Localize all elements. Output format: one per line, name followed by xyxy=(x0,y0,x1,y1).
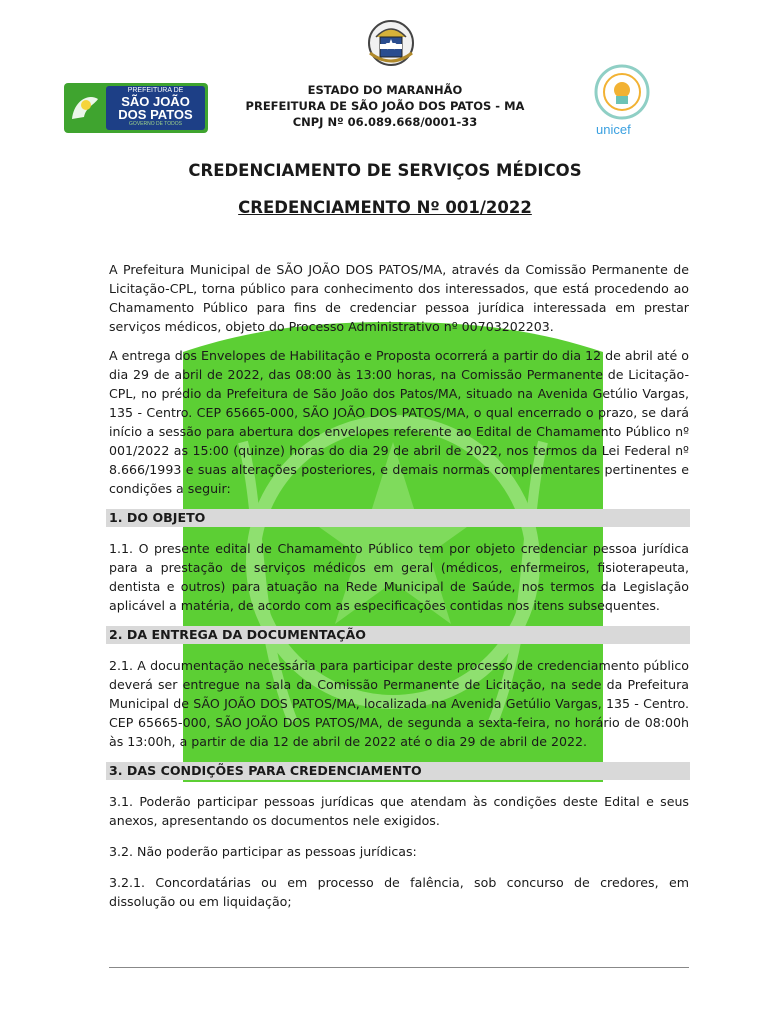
logo-top-text: PREFEITURA DE xyxy=(127,87,184,94)
document-title: CREDENCIAMENTO DE SERVIÇOS MÉDICOS xyxy=(188,161,582,180)
unicef-seal-logo xyxy=(586,64,658,140)
logo-name-line1: SÃO JOÃO xyxy=(121,94,190,109)
unicef-wordmark: unicef xyxy=(596,122,631,137)
section-3-para-1: 3.1. Poderão participar pessoas jurídicas que atendam às condições deste Edital e seus anexos, apresentando os documentos nele exigidos. xyxy=(109,794,689,828)
section-2-para-1: 2.1. A documentação necessária para participar deste processo de credenciamento público deverá ser entregue na sala da Comissão Permanente de Licitação, na sede da Prefeitura Municipal de SÃO JOÃO DOS PATOS/MA, localizada na Avenida Getúlio Vargas, 135 - Centro. CEP 65665-000, SÃO JOÃO DOS PATOS/MA, de segunda a sexta-feira, no horário de 08:00h às 13:00h, a partir de dia 12 de abril de 2022 até o dia 29 de abril de 2022. xyxy=(109,658,689,749)
header-state: ESTADO DO MARANHÃO xyxy=(307,83,463,97)
section-3-para-3: 3.2.1. Concordatárias ou em processo de falência, sob concurso de credores, em dissolução ou em liquidação; xyxy=(109,875,689,909)
section-heading-condicoes: 3. DAS CONDIÇÕES PARA CREDENCIAMENTO xyxy=(106,762,690,780)
document-subtitle xyxy=(0,198,770,217)
header-prefeitura: PREFEITURA DE SÃO JOÃO DOS PATOS - MA xyxy=(245,99,525,113)
subtitle-text: CREDENCIAMENTO Nº 001/2022 xyxy=(238,198,532,217)
prefeitura-logo xyxy=(64,83,208,133)
document-header xyxy=(230,82,540,130)
municipal-crest-icon xyxy=(364,15,418,69)
section-1-para-1: 1.1. O presente edital de Chamamento Público tem por objeto credenciar pessoa jurídica para a prestação de serviços médicos em geral (médicos, enfermeiros, fisioterapeuta, dentista e outros) para atuação na Rede Municipal de Saúde, nos termos da Legislação aplicável a matéria, de acordo com as especificações contidas nos itens subsequentes. xyxy=(109,541,689,613)
section-heading-objeto: 1. DO OBJETO xyxy=(106,509,690,527)
section-3-para-2: 3.2. Não poderão participar as pessoas jurídicas: xyxy=(109,844,417,859)
header-cnpj: CNPJ Nº 06.089.668/0001-33 xyxy=(292,115,478,129)
footer-divider xyxy=(109,967,689,968)
envelopes-paragraph: A entrega dos Envelopes de Habilitação e Proposta ocorrerá a partir do dia 12 de abril até o dia 29 de abril de 2022, das 08:00 às 13:00 horas, na Comissão Permanente de Licitação-CPL, no prédio da Prefeitura de São João dos Patos/MA, situado na Avenida Getúlio Vargas, 135 - Centro. CEP 65665-000, SÃO JOÃO DOS PATOS/MA, o qual encerrado o prazo, se dará início a sessão para abertura dos envelopes referente ao Edital de Chamamento Público nº 001/2022 as 15:00 (quinze) horas do dia 29 de abril de 2022, nos termos da Lei Federal nº 8.666/1993 e suas alterações posteriores, e demais normas complementares pertinentes e condições a seguir: xyxy=(109,348,689,496)
intro-paragraph: A Prefeitura Municipal de SÃO JOÃO DOS PATOS/MA, através da Comissão Permanente de Licitação-CPL, torna público para conhecimento dos interessados, que está procedendo ao Chamamento Público para fins de credenciar pessoa jurídica interessada em prestar serviços médicos, objeto do Processo Administrativo nº 00703202203. xyxy=(109,262,689,334)
logo-bottom-text: GOVERNO DE TODOS xyxy=(129,121,182,127)
section-heading-entrega: 2. DA ENTREGA DA DOCUMENTAÇÃO xyxy=(106,626,690,644)
logo-name-line2: DOS PATOS xyxy=(118,107,193,122)
